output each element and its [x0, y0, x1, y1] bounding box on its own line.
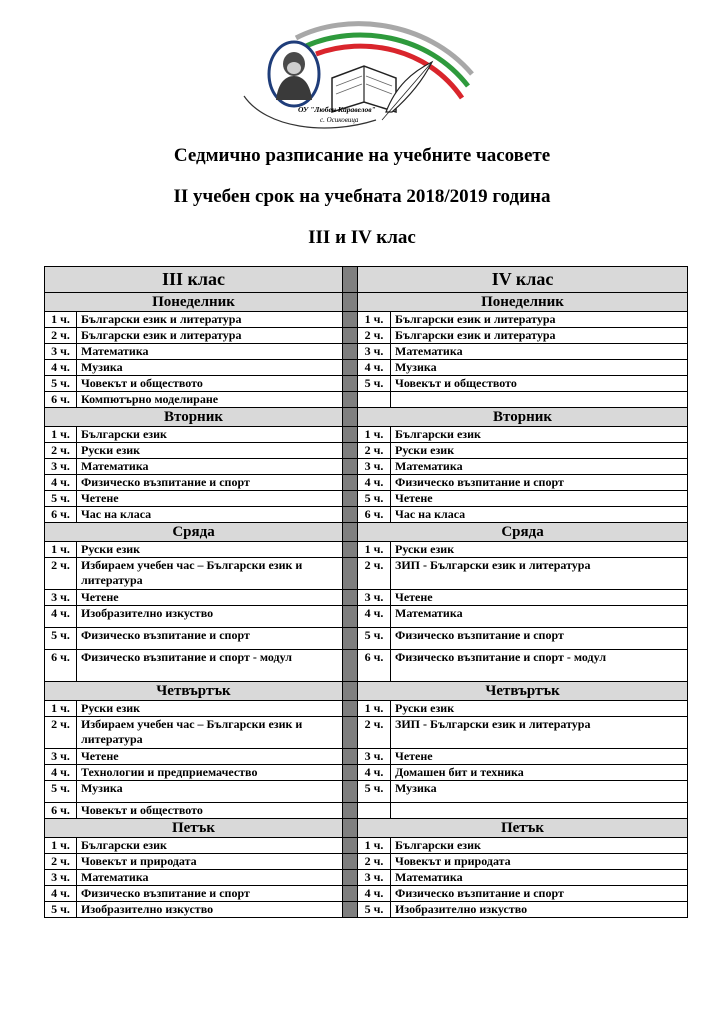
lesson-number-left: 4 ч. — [45, 360, 77, 376]
column-divider — [343, 701, 358, 717]
lesson-subject-right: Физическо възпитание и спорт — [391, 886, 688, 902]
lesson-subject-right: Изобразително изкуство — [391, 902, 688, 918]
column-divider — [343, 491, 358, 507]
lesson-subject-right: Физическо възпитание и спорт — [391, 628, 688, 650]
column-divider — [343, 717, 358, 749]
column-divider — [343, 606, 358, 628]
class-header-row — [45, 267, 688, 293]
lesson-row — [45, 765, 688, 781]
lesson-subject-right: ЗИП - Български език и литература — [391, 717, 688, 749]
day-name-right: Четвъртък — [358, 682, 688, 701]
lesson-subject-left: Български език и литература — [77, 312, 343, 328]
lesson-number-right: 3 ч. — [358, 459, 391, 475]
column-divider — [343, 590, 358, 606]
lesson-row — [45, 507, 688, 523]
lesson-row — [45, 328, 688, 344]
lesson-row — [45, 886, 688, 902]
lesson-subject-left: Музика — [77, 781, 343, 803]
column-divider — [343, 803, 358, 819]
lesson-row — [45, 542, 688, 558]
lesson-number-right: 5 ч. — [358, 781, 391, 803]
lesson-subject-right — [391, 392, 688, 408]
lesson-number-left: 3 ч. — [45, 344, 77, 360]
lesson-number-left: 4 ч. — [45, 475, 77, 491]
lesson-subject-left: Човекът и обществото — [77, 376, 343, 392]
lesson-subject-right — [391, 803, 688, 819]
class-header-left: III клас — [45, 267, 343, 293]
lesson-number-right: 1 ч. — [358, 701, 391, 717]
lesson-number-left: 5 ч. — [45, 376, 77, 392]
lesson-subject-left: Руски език — [77, 542, 343, 558]
column-divider — [343, 854, 358, 870]
lesson-row — [45, 392, 688, 408]
column-divider — [343, 312, 358, 328]
lesson-number-right: 1 ч. — [358, 838, 391, 854]
lesson-subject-left: Четене — [77, 590, 343, 606]
column-divider — [343, 749, 358, 765]
lesson-subject-right: Математика — [391, 459, 688, 475]
lesson-subject-right: Руски език — [391, 542, 688, 558]
lesson-number-left: 5 ч. — [45, 781, 77, 803]
column-divider — [343, 886, 358, 902]
lesson-number-right: 4 ч. — [358, 886, 391, 902]
day-name-left: Понеделник — [45, 293, 343, 312]
column-divider — [343, 902, 358, 918]
lesson-row — [45, 590, 688, 606]
day-name-left: Сряда — [45, 523, 343, 542]
lesson-number-left: 4 ч. — [45, 606, 77, 628]
lesson-subject-left: Компютърно моделиране — [77, 392, 343, 408]
lesson-number-left: 3 ч. — [45, 749, 77, 765]
lesson-number-left: 4 ч. — [45, 886, 77, 902]
class-header-right: IV клас — [358, 267, 688, 293]
lesson-row — [45, 443, 688, 459]
lesson-subject-right: Час на класа — [391, 507, 688, 523]
day-name-right: Сряда — [358, 523, 688, 542]
column-divider — [343, 293, 358, 312]
lesson-row — [45, 650, 688, 682]
lesson-subject-right: Руски език — [391, 701, 688, 717]
column-divider — [343, 459, 358, 475]
lesson-number-left: 1 ч. — [45, 427, 77, 443]
lesson-subject-left: Изобразително изкуство — [77, 902, 343, 918]
lesson-subject-right: Български език и литература — [391, 328, 688, 344]
title-line2: II учебен срок на учебната 2018/2019 година — [173, 186, 551, 207]
lesson-subject-right: Български език — [391, 427, 688, 443]
day-name-left: Четвъртък — [45, 682, 343, 701]
lesson-number-right — [358, 392, 391, 408]
lesson-subject-left: Човекът и природата — [77, 854, 343, 870]
lesson-number-right: 5 ч. — [358, 376, 391, 392]
lesson-number-left: 1 ч. — [45, 838, 77, 854]
lesson-number-right: 5 ч. — [358, 902, 391, 918]
lesson-number-right: 4 ч. — [358, 360, 391, 376]
lesson-number-right: 4 ч. — [358, 606, 391, 628]
lesson-subject-left: Български език и литература — [77, 328, 343, 344]
column-divider — [343, 443, 358, 459]
lesson-subject-right: Математика — [391, 870, 688, 886]
lesson-subject-right: Руски език — [391, 443, 688, 459]
column-divider — [343, 650, 358, 682]
column-divider — [343, 781, 358, 803]
lesson-number-right: 3 ч. — [358, 749, 391, 765]
lesson-number-left: 1 ч. — [45, 701, 77, 717]
day-name-left: Петък — [45, 819, 343, 838]
logo-place: с. Осиковица — [320, 116, 359, 124]
lesson-subject-right: Музика — [391, 360, 688, 376]
lesson-row — [45, 606, 688, 628]
lesson-number-left: 3 ч. — [45, 590, 77, 606]
lesson-number-right: 6 ч. — [358, 507, 391, 523]
lesson-number-right: 4 ч. — [358, 475, 391, 491]
lesson-subject-right: Четене — [391, 491, 688, 507]
lesson-row — [45, 344, 688, 360]
title-line1: Седмично разписание на учебните часовете — [173, 145, 551, 166]
title-line3: III и IV клас — [308, 227, 416, 248]
day-name-right: Понеделник — [358, 293, 688, 312]
lesson-number-right: 4 ч. — [358, 765, 391, 781]
lesson-subject-right: Четене — [391, 749, 688, 765]
lesson-subject-left: Избираем учебен час – Български език и литература — [77, 717, 343, 749]
lesson-subject-right: Човекът и обществото — [391, 376, 688, 392]
day-name-right: Петък — [358, 819, 688, 838]
lesson-subject-left: Музика — [77, 360, 343, 376]
lesson-subject-right: ЗИП - Български език и литература — [391, 558, 688, 590]
column-divider — [343, 344, 358, 360]
lesson-number-left: 2 ч. — [45, 717, 77, 749]
lesson-number-right: 1 ч. — [358, 542, 391, 558]
lesson-subject-left: Избираем учебен час – Български език и литература — [77, 558, 343, 590]
lesson-number-left: 1 ч. — [45, 542, 77, 558]
lesson-row — [45, 312, 688, 328]
column-divider — [343, 838, 358, 854]
column-divider — [343, 628, 358, 650]
column-divider — [343, 392, 358, 408]
lesson-subject-left: Български език — [77, 838, 343, 854]
day-header-row — [45, 293, 688, 312]
lesson-row — [45, 459, 688, 475]
day-name-left: Вторник — [45, 408, 343, 427]
lesson-row — [45, 475, 688, 491]
lesson-number-left: 2 ч. — [45, 558, 77, 590]
lesson-subject-left: Четене — [77, 749, 343, 765]
lesson-subject-right: Физическо възпитание и спорт — [391, 475, 688, 491]
lesson-number-right: 5 ч. — [358, 628, 391, 650]
lesson-number-left: 2 ч. — [45, 443, 77, 459]
day-header-row — [45, 682, 688, 701]
lesson-number-left: 5 ч. — [45, 902, 77, 918]
lesson-number-right: 1 ч. — [358, 427, 391, 443]
column-divider — [343, 427, 358, 443]
lesson-row — [45, 854, 688, 870]
lesson-number-right: 3 ч. — [358, 870, 391, 886]
lesson-row — [45, 360, 688, 376]
lesson-number-left: 3 ч. — [45, 459, 77, 475]
lesson-subject-right: Български език — [391, 838, 688, 854]
column-divider — [343, 507, 358, 523]
lesson-number-right: 2 ч. — [358, 854, 391, 870]
lesson-subject-left: Математика — [77, 344, 343, 360]
lesson-number-right: 1 ч. — [358, 312, 391, 328]
column-divider — [343, 870, 358, 886]
lesson-row — [45, 427, 688, 443]
lesson-row — [45, 376, 688, 392]
lesson-number-left: 6 ч. — [45, 803, 77, 819]
lesson-row — [45, 558, 688, 590]
lesson-row — [45, 803, 688, 819]
column-divider — [343, 819, 358, 838]
day-header-row — [45, 819, 688, 838]
lesson-subject-right: Математика — [391, 344, 688, 360]
lesson-number-left: 6 ч. — [45, 650, 77, 682]
lesson-number-left: 4 ч. — [45, 765, 77, 781]
column-divider — [343, 765, 358, 781]
column-divider — [343, 328, 358, 344]
lesson-row — [45, 749, 688, 765]
lesson-subject-left: Изобразително изкуство — [77, 606, 343, 628]
lesson-subject-left: Физическо възпитание и спорт — [77, 475, 343, 491]
schedule-table — [44, 266, 688, 918]
column-divider — [343, 542, 358, 558]
lesson-number-right: 2 ч. — [358, 558, 391, 590]
lesson-subject-right: Домашен бит и техника — [391, 765, 688, 781]
lesson-row — [45, 902, 688, 918]
lesson-number-right: 2 ч. — [358, 328, 391, 344]
lesson-subject-left: Руски език — [77, 701, 343, 717]
lesson-number-left: 1 ч. — [45, 312, 77, 328]
lesson-subject-left: Математика — [77, 459, 343, 475]
lesson-subject-left: Четене — [77, 491, 343, 507]
lesson-number-right: 2 ч. — [358, 717, 391, 749]
column-divider — [343, 475, 358, 491]
lesson-row — [45, 701, 688, 717]
lesson-subject-left: Човекът и обществото — [77, 803, 343, 819]
column-divider — [343, 408, 358, 427]
column-divider — [343, 558, 358, 590]
lesson-subject-right: Четене — [391, 590, 688, 606]
lesson-subject-left: Технологии и предприемачество — [77, 765, 343, 781]
lesson-subject-right: Български език и литература — [391, 312, 688, 328]
lesson-number-left: 2 ч. — [45, 328, 77, 344]
lesson-row — [45, 717, 688, 749]
column-divider — [343, 523, 358, 542]
lesson-row — [45, 838, 688, 854]
lesson-subject-left: Физическо възпитание и спорт — [77, 886, 343, 902]
school-logo — [236, 16, 476, 134]
lesson-subject-right: Физическо възпитание и спорт - модул — [391, 650, 688, 682]
lesson-number-left: 5 ч. — [45, 628, 77, 650]
lesson-number-left: 6 ч. — [45, 392, 77, 408]
lesson-number-left: 6 ч. — [45, 507, 77, 523]
column-divider — [343, 376, 358, 392]
lesson-number-right: 5 ч. — [358, 491, 391, 507]
column-divider — [343, 682, 358, 701]
day-header-row — [45, 523, 688, 542]
lesson-subject-left: Руски език — [77, 443, 343, 459]
lesson-number-right — [358, 803, 391, 819]
lesson-number-left: 3 ч. — [45, 870, 77, 886]
lesson-subject-left: Математика — [77, 870, 343, 886]
lesson-row — [45, 628, 688, 650]
lesson-row — [45, 491, 688, 507]
day-header-row — [45, 408, 688, 427]
lesson-number-right: 2 ч. — [358, 443, 391, 459]
lesson-subject-left: Физическо възпитание и спорт — [77, 628, 343, 650]
lesson-number-right: 3 ч. — [358, 344, 391, 360]
lesson-subject-right: Човекът и природата — [391, 854, 688, 870]
column-divider — [343, 267, 358, 293]
lesson-number-left: 5 ч. — [45, 491, 77, 507]
lesson-row — [45, 781, 688, 803]
logo-school-name: ОУ "Любен Каравелов" — [298, 105, 376, 114]
lesson-subject-right: Музика — [391, 781, 688, 803]
lesson-subject-left: Час на класа — [77, 507, 343, 523]
lesson-subject-left: Физическо възпитание и спорт - модул — [77, 650, 343, 682]
lesson-number-right: 3 ч. — [358, 590, 391, 606]
lesson-subject-left: Български език — [77, 427, 343, 443]
lesson-subject-right: Математика — [391, 606, 688, 628]
day-name-right: Вторник — [358, 408, 688, 427]
lesson-number-right: 6 ч. — [358, 650, 391, 682]
lesson-number-left: 2 ч. — [45, 854, 77, 870]
column-divider — [343, 360, 358, 376]
lesson-row — [45, 870, 688, 886]
